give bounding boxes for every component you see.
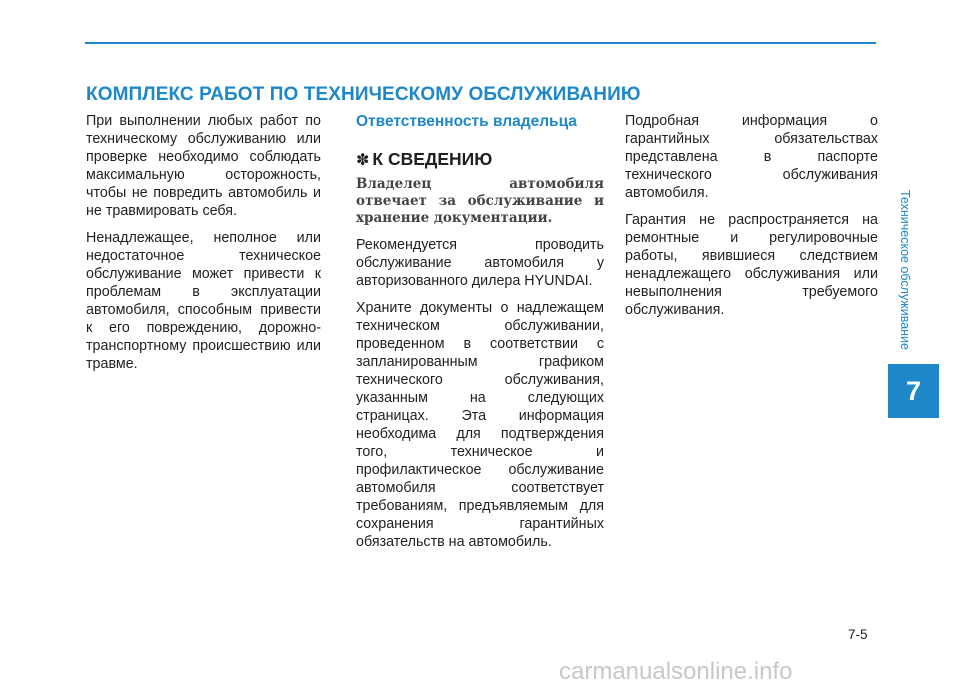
owner-responsibility-heading: Ответственность владельца — [356, 113, 577, 130]
paragraph: Ненадлежащее, неполное или недостаточное техническое обслуживание может привести к проблемам в эксплуатации автомобиля, способным привести к его повреждению, дорожно-транспортному происшествию или травме. — [86, 230, 321, 372]
column-2 — [356, 112, 604, 560]
section-title: КОМПЛЕКС РАБОТ ПО ТЕХНИЧЕСКОМУ ОБСЛУЖИВАНИЮ — [86, 84, 641, 105]
paragraph: Храните документы о надлежащем техническом обслуживании, проведенном в соответствии с запланированным графиком технического обслуживания, указанным на следующих страницах. Эта информация необходима для подтверждения того, техническое и профилактическое обслуживание автомобиля соответствует требованиям, предъявляемым для сохранения гарантийных обязательств на автомобиль. — [356, 300, 604, 550]
chapter-number: 7 — [905, 375, 922, 406]
chapter-side-label: Техническое обслуживание — [898, 190, 912, 350]
paragraph: При выполнении любых работ по техническому обслуживанию или проверке необходимо соблюдать максимальную осторожность, чтобы не повредить автомобиль и не травмировать себя. — [86, 113, 321, 219]
column-1 — [86, 112, 321, 382]
paragraph: Подробная информация о гарантийных обязательствах представлена в паспорте технического обслуживания автомобиля. — [625, 113, 878, 201]
page-number: 7-5 — [848, 627, 868, 642]
info-heading — [356, 150, 604, 170]
paragraph: Гарантия не распространяется на ремонтные и регулировочные работы, явившиеся следствием ненадлежащего обслуживания или невыполнения требуемого обслуживания. — [625, 212, 878, 318]
asterisk-icon: ✽ — [356, 152, 370, 169]
info-heading-label: К СВЕДЕНИЮ — [372, 149, 493, 169]
paragraph: Рекомендуется проводить обслуживание автомобиля у авторизованного дилера HYUNDAI. — [356, 237, 604, 289]
info-note: Владелец автомобиля отвечает за обслуживание и хранение документации. — [356, 176, 604, 226]
column-3 — [625, 112, 878, 328]
watermark: carmanualsonline.info — [559, 658, 793, 685]
top-divider — [85, 42, 876, 44]
chapter-tab — [888, 364, 939, 418]
